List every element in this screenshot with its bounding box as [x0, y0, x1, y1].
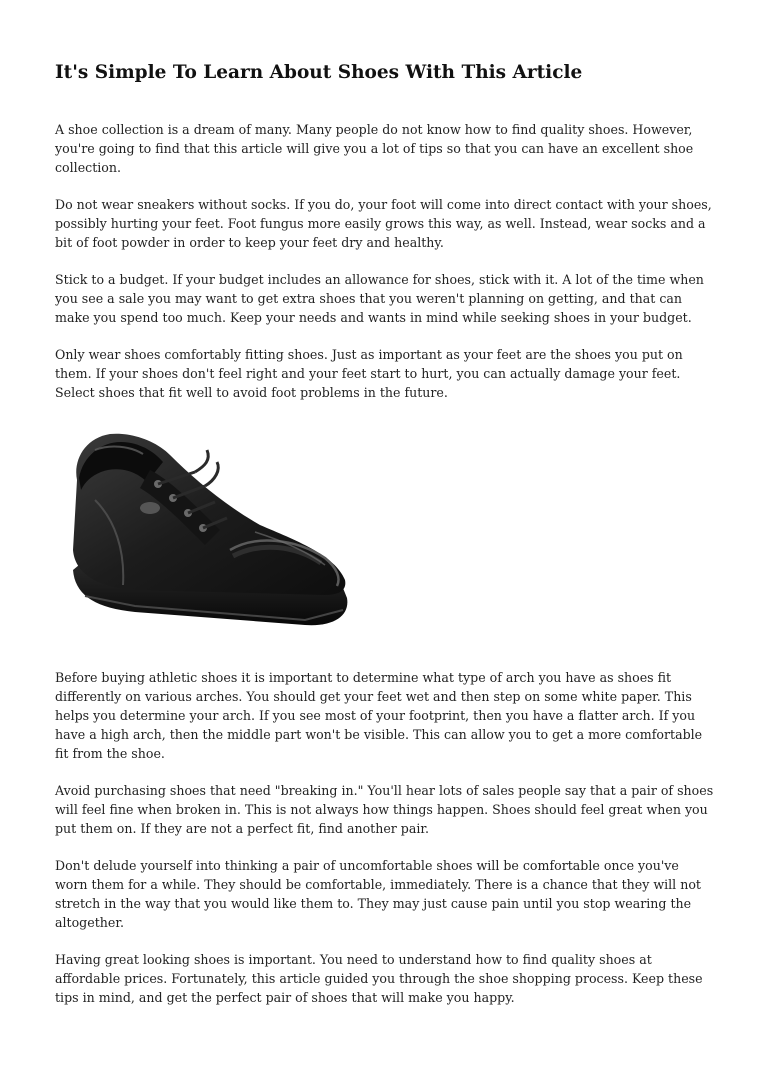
paragraph-budget: Stick to a budget. If your budget includes an allowance for shoes, stick with it. A lot of the time when you see a sale you may want to get extra shoes that you weren't planning on getting, and that can make you spend too much. Keep your needs and wants in mind while seeking shoes in your budget.: [55, 272, 704, 325]
shoe-image: [55, 420, 355, 645]
paragraph-fit: Only wear shoes comfortably fitting shoes. Just as important as your feet are the shoes you put on them. If your shoes don't feel right and your feet start to hurt, you can actually damage your feet. Select shoes that fit well to avoid foot problems in the future.: [55, 347, 683, 400]
paragraph-uncomfortable: Don't delude yourself into thinking a pair of uncomfortable shoes will be comfortable once you've worn them for a while. They should be comfortable, immediately. There is a chance that they will not stretch in the way that you would like them to. They may just cause pain until you stop wearing the altogether.: [55, 858, 701, 930]
paragraph-intro: A shoe collection is a dream of many. Many people do not know how to find quality shoes. However, you're going to find that this article will give you a lot of tips so that you can have an excellent shoe collection.: [55, 122, 694, 175]
black-leather-shoe-image: [55, 420, 355, 645]
paragraph-conclusion: Having great looking shoes is important. You need to understand how to find quality shoes at affordable prices. Fortunately, this article guided you through the shoe shopping process. Keep these tips in mind, and get the perfect pair of shoes that will make you happy.: [55, 952, 703, 1005]
article-title: It's Simple To Learn About Shoes With This Article: [55, 62, 583, 83]
paragraph-breaking-in: Avoid purchasing shoes that need "breaking in." You'll hear lots of sales people say that a pair of shoes will feel fine when broken in. This is not always how things happen. Shoes should feel great when you put them on. If they are not a perfect fit, find another pair.: [55, 783, 714, 836]
paragraph-socks: Do not wear sneakers without socks. If you do, your foot will come into direct contact with your shoes, possibly hurting your feet. Foot fungus more easily grows this way, as well. Instead, wear socks and a bit of foot powder in order to keep your feet dry and healthy.: [55, 197, 712, 250]
article: [55, 58, 715, 1025]
paragraph-arch: Before buying athletic shoes it is important to determine what type of arch you have as shoes fit differently on various arches. You should get your feet wet and then step on some white paper. This helps you determine your arch. If you see most of your footprint, then you have a flatter arch. If you have a high arch, then the middle part won't be visible. This can allow you to get a more comfortable fit from the shoe.: [55, 670, 703, 761]
